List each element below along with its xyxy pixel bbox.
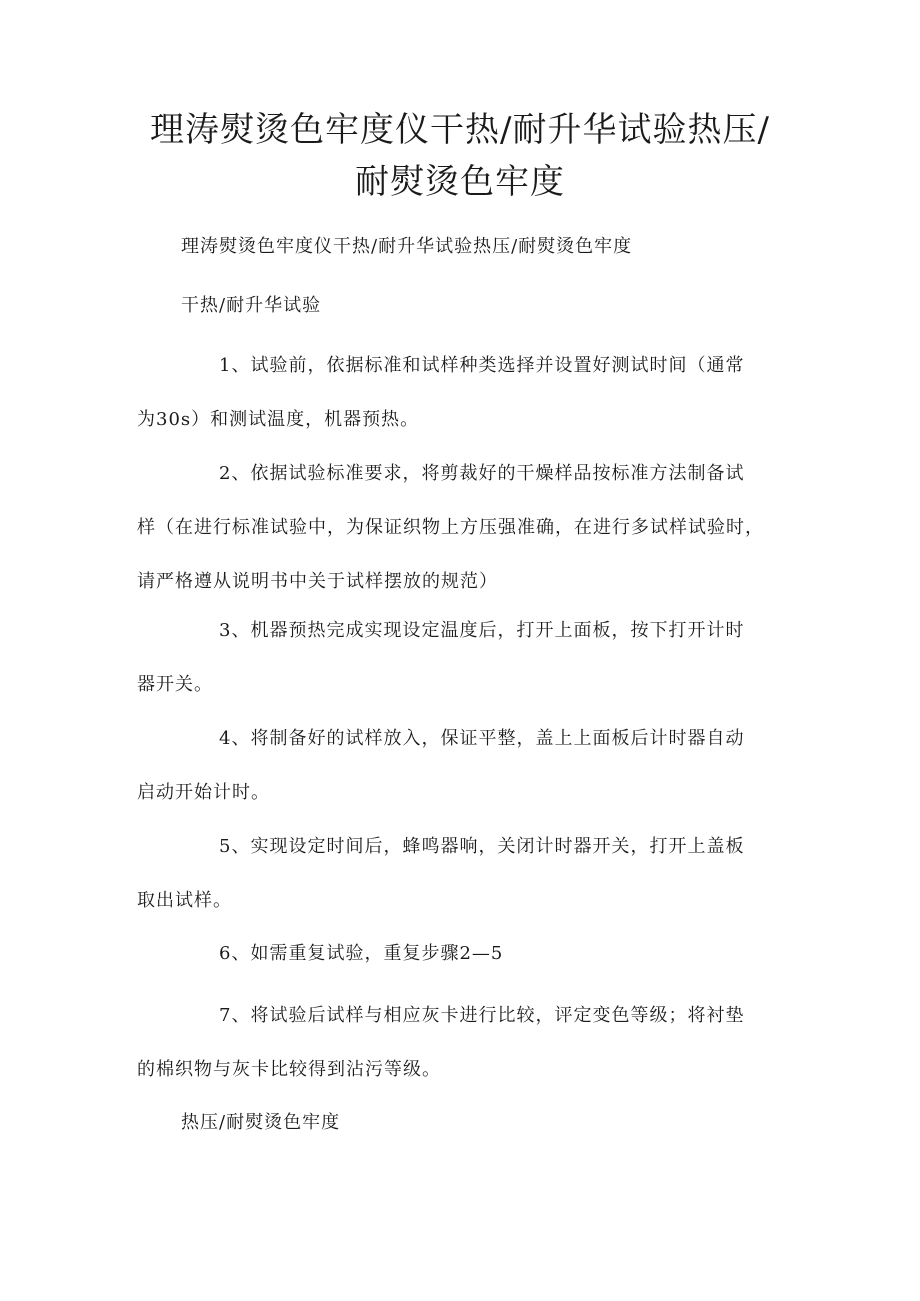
- step-1-line-2: 为30s）和测试温度，机器预热。: [137, 409, 420, 430]
- step-7-line-1: 7、将试验后试样与相应灰卡进行比较，评定变色等级；将衬垫: [219, 1005, 745, 1026]
- step-7-paragraph: [137, 989, 777, 1097]
- document-title: [120, 104, 800, 208]
- step-6-paragraph: [137, 927, 777, 981]
- title-line-2: 耐熨烫色牢度: [355, 162, 565, 202]
- step-3-line-1: 3、机器预热完成实现设定温度后，打开上面板，按下打开计时: [219, 620, 745, 641]
- step-4-paragraph: [137, 712, 777, 820]
- step-5-line-1: 5、实现设定时间后，蜂鸣器响，关闭计时器开关，打开上盖板: [219, 836, 745, 857]
- step-2-line-1: 2、依据试验标准要求，将剪裁好的干燥样品按标准方法制备试: [219, 463, 745, 484]
- step-1-line-1: 1、试验前，依据标准和试样种类选择并设置好测试时间（通常: [219, 355, 745, 376]
- step-7-line-2: 的棉织物与灰卡比较得到沾污等级。: [137, 1059, 441, 1080]
- step-3-line-2: 器开关。: [137, 674, 213, 695]
- step-6-line-1: 6、如需重复试验，重复步骤2—5: [219, 943, 504, 964]
- step-4-line-2: 启动开始计时。: [137, 782, 270, 803]
- step-4-line-1: 4、将制备好的试样放入，保证平整，盖上上面板后计时器自动: [219, 728, 745, 749]
- step-3-paragraph: [137, 604, 777, 712]
- step-2-paragraph: [137, 447, 777, 609]
- step-5-paragraph: [137, 820, 777, 928]
- section-heading-dry-heat: 干热/耐升华试验: [181, 295, 322, 316]
- step-2-line-3: 请严格遵从说明书中关于试样摆放的规范）: [137, 571, 498, 592]
- title-line-1: 理涛熨烫色牢度仪干热/耐升华试验热压/: [150, 110, 770, 150]
- step-2-line-2: 样（在进行标准试验中，为保证织物上方压强准确，在进行多试样试验时，: [137, 517, 764, 538]
- step-5-line-2: 取出试样。: [137, 890, 232, 911]
- step-1-paragraph: [137, 339, 777, 447]
- section-heading-hot-press: 热压/耐熨烫色牢度: [181, 1112, 341, 1133]
- intro-paragraph: 理涛熨烫色牢度仪干热/耐升华试验热压/耐熨烫色牢度: [181, 236, 633, 257]
